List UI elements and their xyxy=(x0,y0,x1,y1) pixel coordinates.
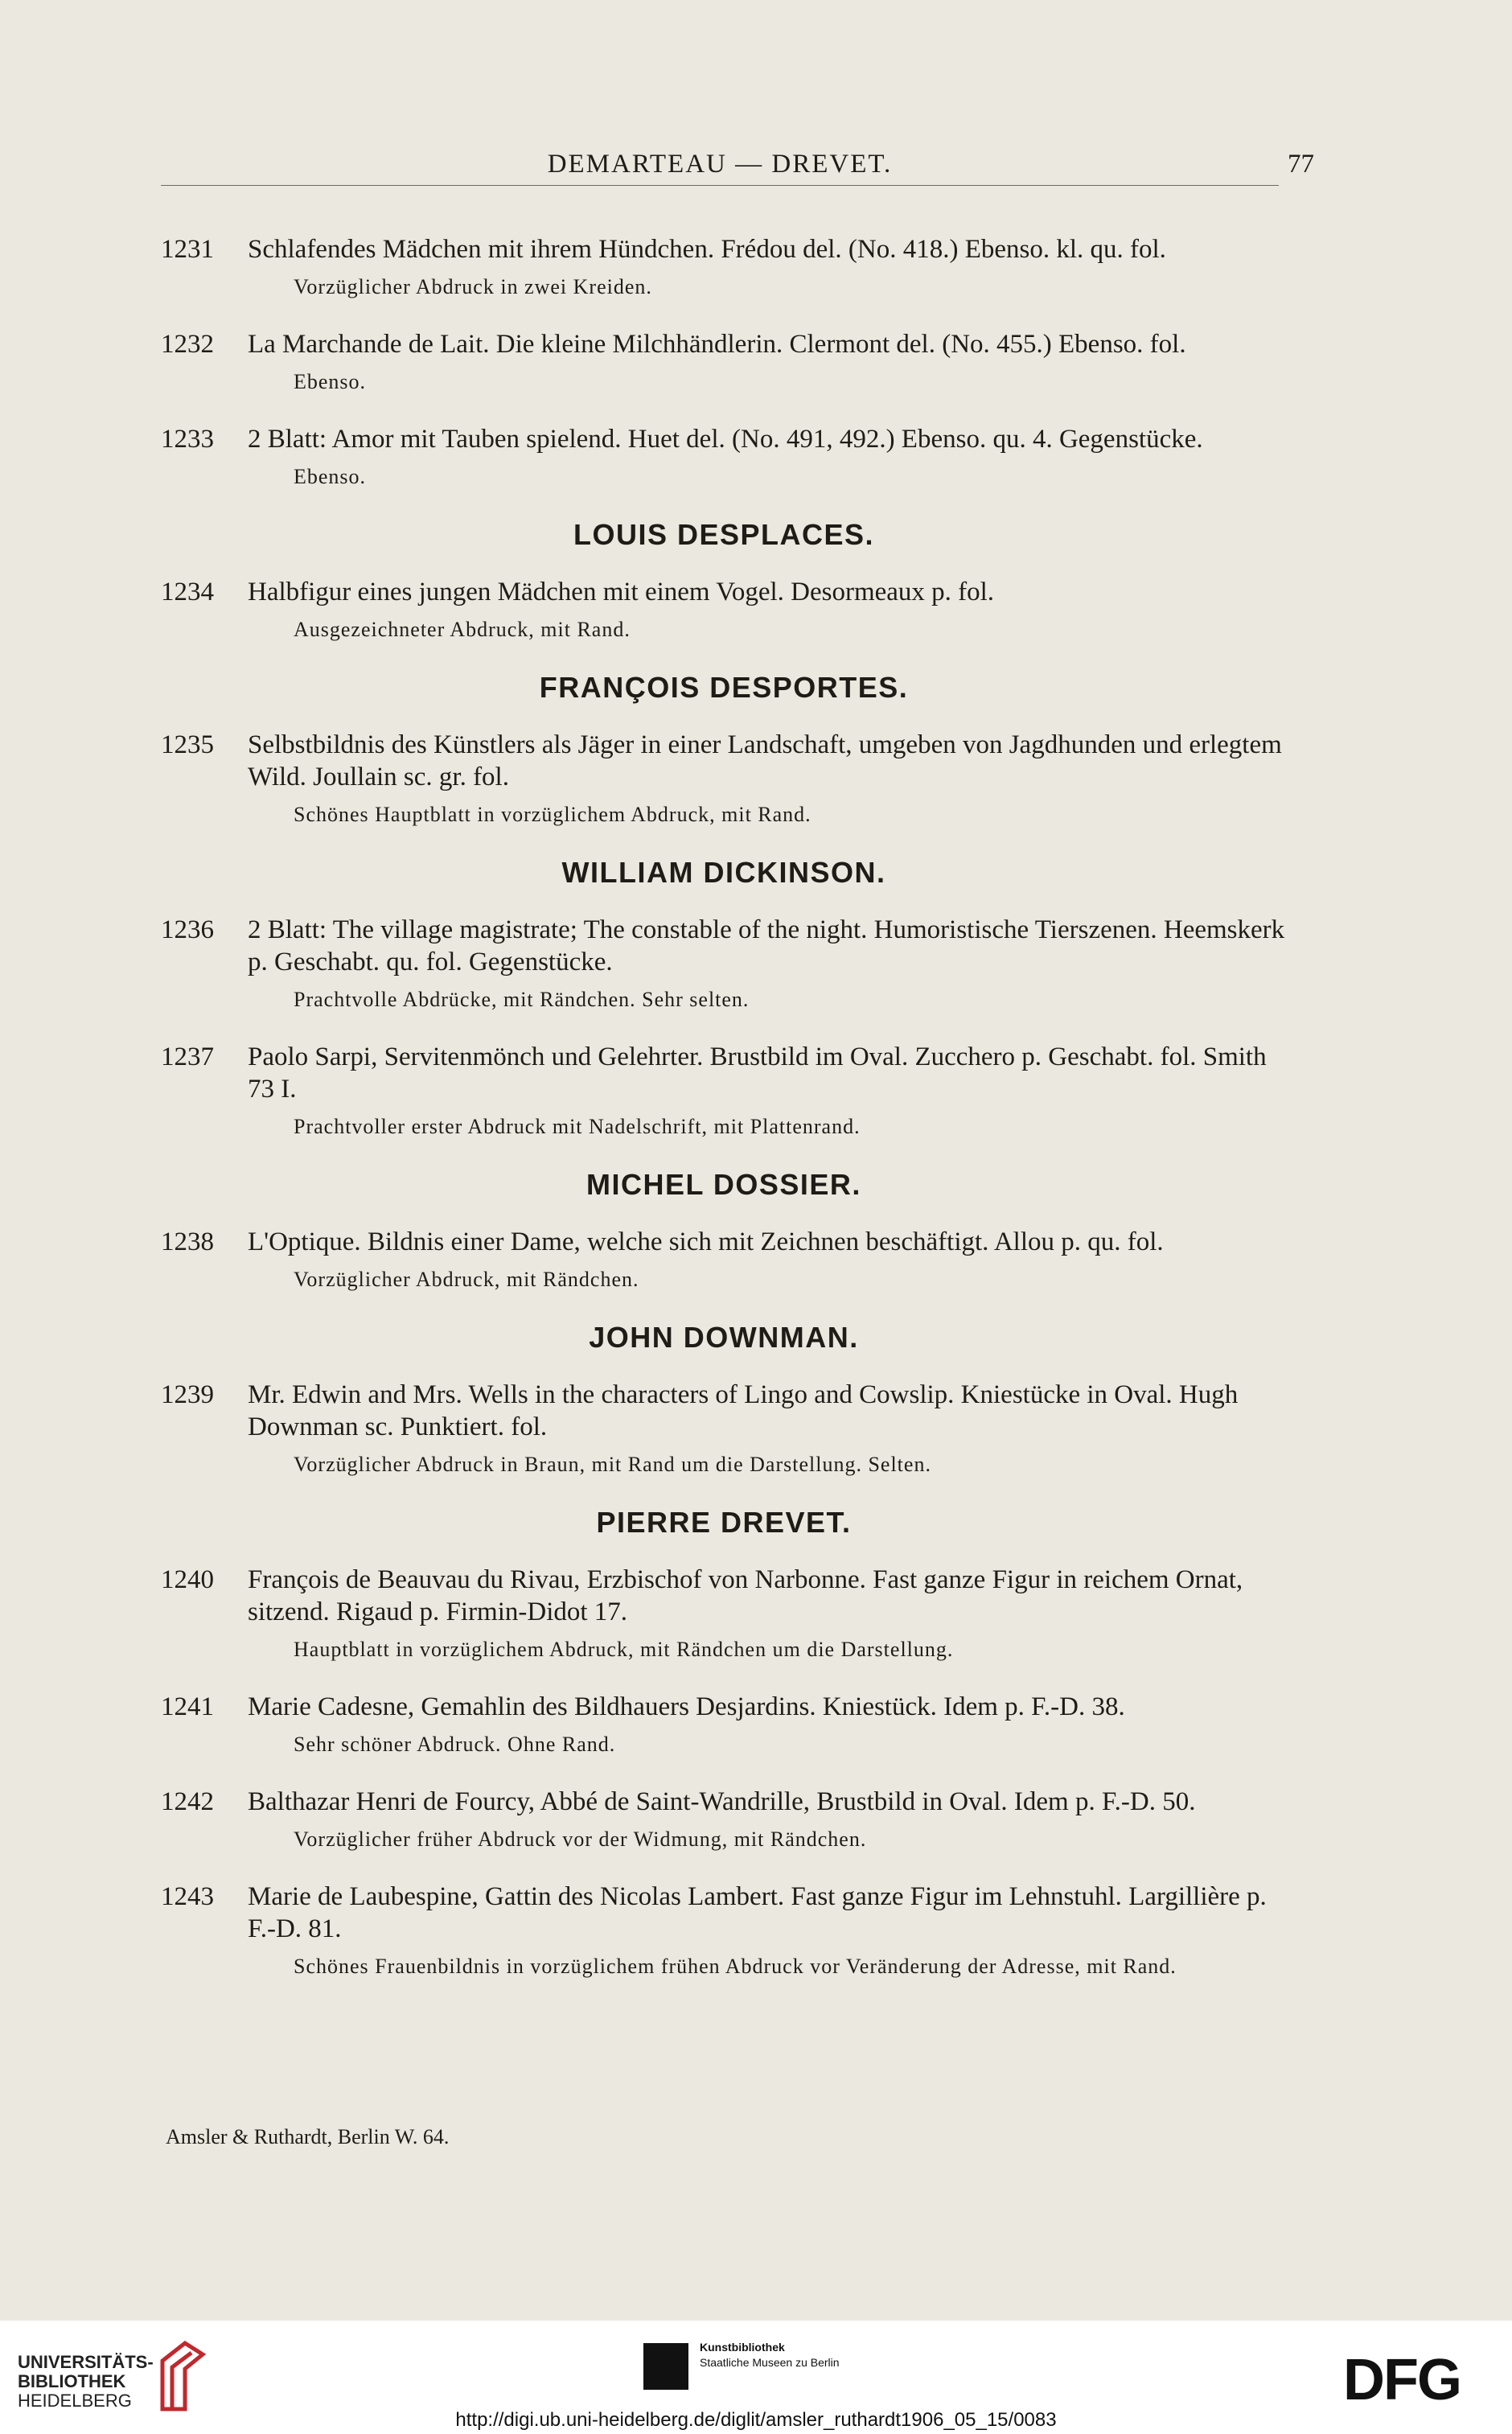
catalog-entry xyxy=(161,1786,1287,1853)
entry-description: Marie de Laubespine, Gattin des Nicolas Lambert. Fast ganze Figur im Lehnstuhl. Largillière p. F.-D. 81. xyxy=(248,1882,1267,1943)
catalog-entry xyxy=(161,233,1287,301)
catalog-entry xyxy=(161,576,1287,643)
artist-heading: JOHN DOWNMAN. xyxy=(589,1321,859,1354)
kb-line2: Staatliche Museen zu Berlin xyxy=(700,2356,840,2369)
uni-logo-line2: BIBLIOTHEK xyxy=(18,2371,126,2391)
entry-description: 2 Blatt: The village magistrate; The constable of the night. Humoristische Tierszenen. Heemskerk p. Geschabt. qu. fol. Gegenstücke. xyxy=(248,915,1285,976)
university-library-logo[interactable] xyxy=(18,2353,154,2411)
artist-heading: FRANÇOIS DESPORTES. xyxy=(539,671,909,704)
entry-description: François de Beauvau du Rivau, Erzbischof von Narbonne. Fast ganze Figur in reichem Ornat, sitzend. Rigaud p. Firmin-Didot 17. xyxy=(248,1565,1243,1626)
kb-line1: Kunstbibliothek xyxy=(700,2341,785,2354)
entry-condition-note: Prachtvolle Abdrücke, mit Rändchen. Sehr selten. xyxy=(294,988,750,1011)
catalog-entry xyxy=(161,328,1287,396)
catalog-entry xyxy=(161,1379,1287,1478)
lot-number: 1237 xyxy=(161,1042,214,1071)
entry-description: Schlafendes Mädchen mit ihrem Hündchen. Frédou del. (No. 418.) Ebenso. kl. qu. fol. xyxy=(248,235,1166,264)
artist-heading: PIERRE DREVET. xyxy=(596,1506,852,1539)
catalog-entry xyxy=(161,1564,1287,1663)
entry-description: Balthazar Henri de Fourcy, Abbé de Saint-Wandrille, Brustbild in Oval. Idem p. F.-D. 50. xyxy=(248,1787,1196,1816)
entry-condition-note: Schönes Frauenbildnis in vorzüglichem frühen Abdruck vor Veränderung der Adresse, mit Rand. xyxy=(294,1955,1177,1978)
lot-number: 1242 xyxy=(161,1787,214,1816)
entry-condition-note: Vorzüglicher Abdruck in Braun, mit Rand um die Darstellung. Selten. xyxy=(294,1453,931,1476)
entry-condition-note: Schönes Hauptblatt in vorzüglichem Abdruck, mit Rand. xyxy=(294,803,811,826)
lot-number: 1240 xyxy=(161,1565,214,1594)
entry-description: L'Optique. Bildnis einer Dame, welche sich mit Zeichnen beschäftigt. Allou p. qu. fol. xyxy=(248,1227,1164,1256)
entry-condition-note: Vorzüglicher früher Abdruck vor der Widmung, mit Rändchen. xyxy=(294,1828,867,1851)
artist-heading: MICHEL DOSSIER. xyxy=(586,1168,861,1201)
artist-heading: WILLIAM DICKINSON. xyxy=(561,856,886,889)
digitization-footer-bar xyxy=(0,2321,1512,2434)
entry-description: Halbfigur eines jungen Mädchen mit einem Vogel. Desormeaux p. fol. xyxy=(248,578,995,606)
running-head xyxy=(161,145,1314,186)
entry-condition-note: Sehr schöner Abdruck. Ohne Rand. xyxy=(294,1733,616,1756)
entry-description: Paolo Sarpi, Servitenmönch und Gelehrter. Brustbild im Oval. Zucchero p. Geschabt. fol. Smith 73 I. xyxy=(248,1042,1267,1104)
entry-condition-note: Vorzüglicher Abdruck, mit Rändchen. xyxy=(294,1268,639,1291)
catalog-entry xyxy=(161,914,1287,1013)
entry-description: 2 Blatt: Amor mit Tauben spielend. Huet del. (No. 491, 492.) Ebenso. qu. 4. Gegenstücke. xyxy=(248,425,1203,454)
entry-condition-note: Prachtvoller erster Abdruck mit Nadelschrift, mit Plattenrand. xyxy=(294,1115,861,1138)
catalog-entry xyxy=(161,1691,1287,1758)
entry-condition-note: Ebenso. xyxy=(294,370,367,393)
artist-heading: LOUIS DESPLACES. xyxy=(573,518,875,551)
uni-logo-line3: HEIDELBERG xyxy=(18,2391,132,2411)
uni-logo-mark-icon xyxy=(153,2337,209,2417)
lot-number: 1243 xyxy=(161,1882,214,1911)
entry-condition-note: Ausgezeichneter Abdruck, mit Rand. xyxy=(294,618,631,641)
lot-number: 1234 xyxy=(161,578,214,606)
lot-number: 1233 xyxy=(161,425,214,454)
catalog-entries xyxy=(161,233,1287,2008)
entry-description: Selbstbildnis des Künstlers als Jäger in einer Landschaft, umgeben von Jagdhunden und erlegtem Wild. Joullain sc. gr. fol. xyxy=(248,730,1282,791)
kunstbibliothek-label[interactable] xyxy=(700,2340,840,2370)
catalog-entry xyxy=(161,729,1287,828)
catalog-entry xyxy=(161,1226,1287,1293)
lot-number: 1241 xyxy=(161,1692,214,1721)
catalog-entry xyxy=(161,1881,1287,1980)
lot-number: 1231 xyxy=(161,235,214,264)
running-title: DEMARTEAU — DREVET. xyxy=(547,150,893,179)
lot-number: 1239 xyxy=(161,1380,214,1409)
page-number: 77 xyxy=(1288,150,1314,179)
catalog-entry xyxy=(161,1041,1287,1141)
entry-description: Marie Cadesne, Gemahlin des Bildhauers Desjardins. Kniestück. Idem p. F.-D. 38. xyxy=(248,1692,1125,1721)
uni-logo-line1: UNIVERSITÄTS- xyxy=(18,2352,154,2372)
kunstbibliothek-logo-icon xyxy=(643,2343,688,2390)
permalink-url[interactable]: http://digi.ub.uni-heidelberg.de/diglit/amsler_ruthardt1906_05_15/0083 xyxy=(455,2409,1057,2431)
catalog-entry xyxy=(161,423,1287,491)
lot-number: 1236 xyxy=(161,915,214,944)
lot-number: 1235 xyxy=(161,730,214,759)
lot-number: 1238 xyxy=(161,1227,214,1256)
publisher-imprint: Amsler & Ruthardt, Berlin W. 64. xyxy=(166,2125,450,2148)
entry-condition-note: Hauptblatt in vorzüglichem Abdruck, mit Rändchen um die Darstellung. xyxy=(294,1638,954,1661)
entry-description: Mr. Edwin and Mrs. Wells in the characters of Lingo and Cowslip. Kniestücke in Oval. Hugh Downman sc. Punktiert. fol. xyxy=(248,1380,1239,1441)
entry-condition-note: Ebenso. xyxy=(294,465,367,488)
lot-number: 1232 xyxy=(161,330,214,359)
entry-description: La Marchande de Lait. Die kleine Milchhändlerin. Clermont del. (No. 455.) Ebenso. fol. xyxy=(248,330,1186,359)
entry-condition-note: Vorzüglicher Abdruck in zwei Kreiden. xyxy=(294,275,652,298)
dfg-logo[interactable]: DFG xyxy=(1343,2348,1461,2412)
